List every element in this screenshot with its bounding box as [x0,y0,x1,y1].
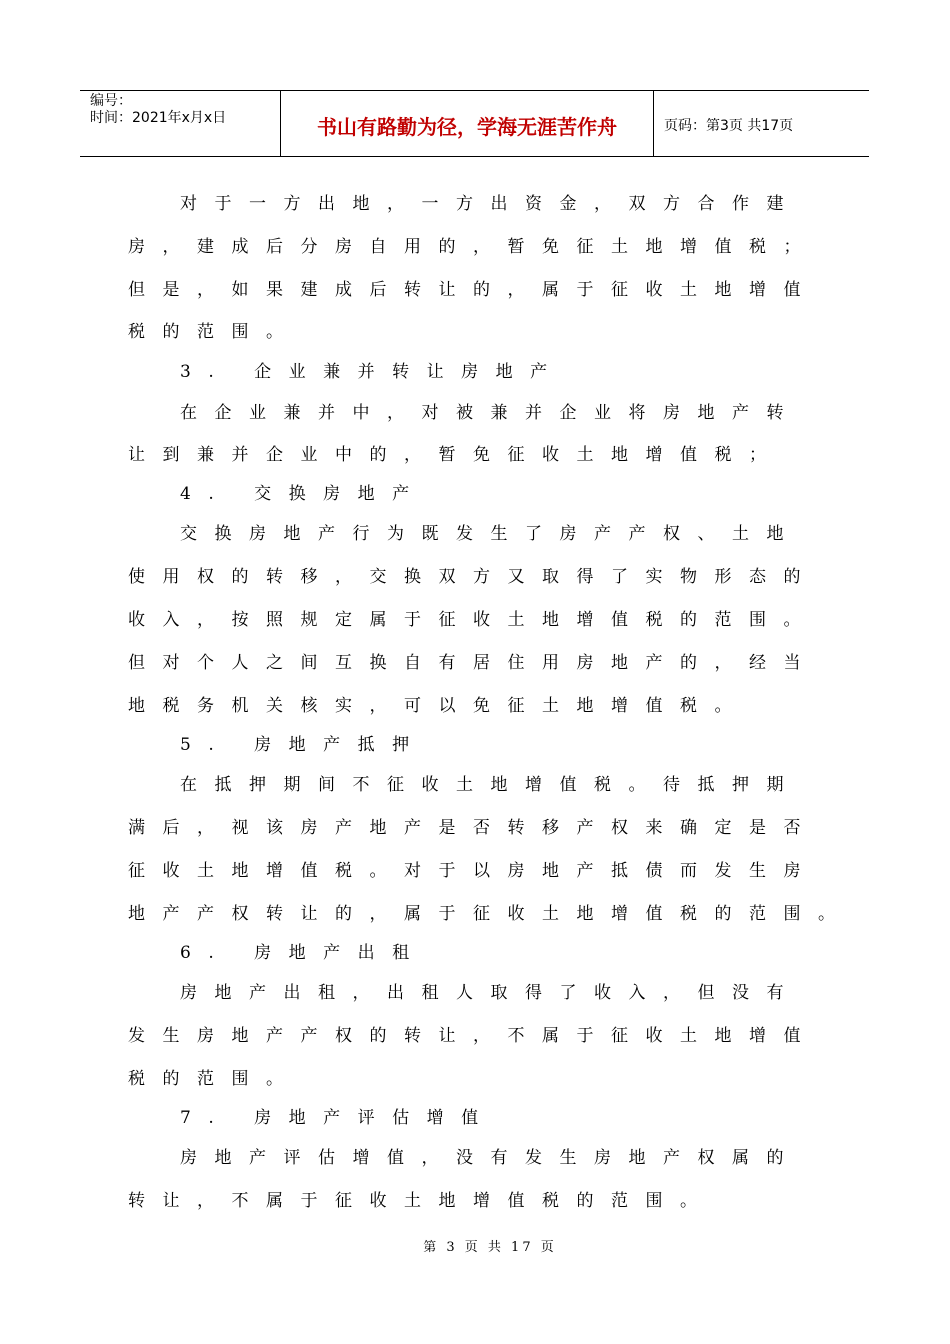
body-line: 收入，按照规定属于征收土地增值税的范围。 [128,610,818,630]
header-motto: 书山有路勤为径，学海无涯苦作舟 [281,91,654,156]
section-heading: 3. 企业兼并转让房地产 [180,362,565,382]
body-line: 房，建成后分房自用的，暂免征土地增值税； [128,237,818,257]
document-number-label: 编号： [90,93,132,109]
header-page-info: 页码：第3页 共17页 [664,118,794,134]
section-heading: 5. 房地产抵押 [180,735,427,755]
page-footer: 第 3 页 共 17 页 [423,1240,557,1255]
body-line: 转让，不属于征收土地增值税的范围。 [128,1191,715,1211]
body-line: 房地产评估增值，没有发生房地产权属的 [180,1148,801,1168]
body-line: 征收土地增值税。对于以房地产抵债而发生房 [128,861,818,881]
body-line: 让到兼并企业中的，暂免征收土地增值税； [128,445,784,465]
body-line: 房地产出租，出租人取得了收入，但没有 [180,983,801,1003]
section-heading: 6. 房地产出租 [180,943,427,963]
body-line: 使用权的转移，交换双方又取得了实物形态的 [128,567,818,587]
document-time-label: 时间：2021年x月x日 [90,110,227,126]
body-line: 地税务机关核实，可以免征土地增值税。 [128,696,749,716]
body-line: 在企业兼并中，对被兼并企业将房地产转 [180,403,801,423]
body-line: 但是，如果建成后转让的，属于征收土地增值 [128,280,818,300]
body-line: 但对个人之间互换自有居住用房地产的，经当 [128,653,818,673]
body-line: 交换房地产行为既发生了房产产权、土地 [180,524,801,544]
body-line: 税的范围。 [128,1069,301,1089]
body-line: 税的范围。 [128,322,301,342]
body-line: 地产产权转让的，属于征收土地增值税的范围。 [128,904,853,924]
section-heading: 4. 交换房地产 [180,484,427,504]
section-heading: 7. 房地产评估增值 [180,1108,496,1128]
body-line: 在抵押期间不征收土地增值税。待抵押期 [180,775,801,795]
body-line: 发生房地产产权的转让，不属于征收土地增值 [128,1026,818,1046]
body-line: 满后，视该房产地产是否转移产权来确定是否 [128,818,818,838]
body-line: 对于一方出地，一方出资金，双方合作建 [180,194,801,214]
